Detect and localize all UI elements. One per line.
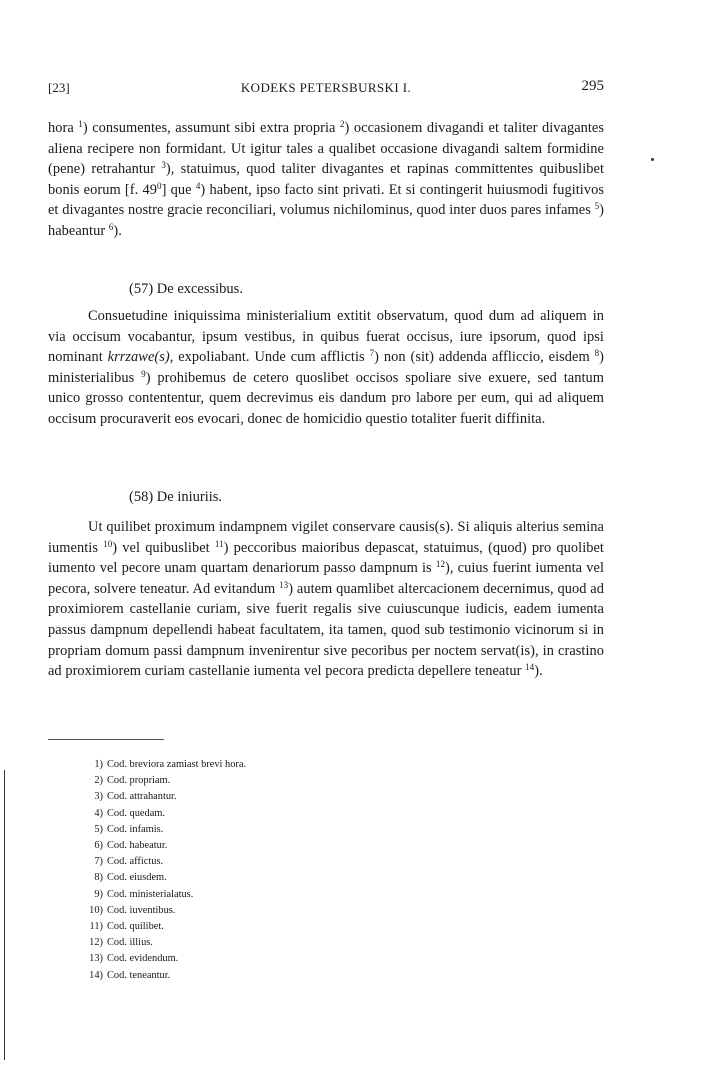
footnote: 2) Cod. propriam.: [94, 775, 171, 787]
paragraph-de-iniuriis: Ut quilibet proximum indampnem vigilet conservare causis(s). Si aliquis alterius semina iumentis $^{10}$) vel quibuslibet $^{11}$) peccoribus maioribus depascat, statuimus, (quod) pro quolibet iumento vel pecore unam quartam denariorum passo dampnum is $^{12}$), cuius fuerint iumenta vel pecora, solvere teneatur. Ad evitandum $^{13}$) autem quamlibet altercacionem decernimus, quod ad proximiorem castellanie curiam, sive fuerit regalis sive cuiuscunque iudicis, eadem iumenta passus dampnum depellendi habeat facultatem, ita tamen, quod sub testimonio vicinorum si in propriam domum passi dampnum invenirentur sive pecoribus per noctem servat(is), in crastino ad proximiorem curiam castellanie iumenta vel pecora predicta depellere teneatur $^{14}$).: [48, 519, 604, 680]
footnote: 1) Cod. breviora zamiast brevi hora.: [94, 759, 247, 770]
footnote-ref: 14: [525, 662, 535, 673]
footnote-ref: 11: [214, 538, 224, 549]
footnote: 11) Cod. quilibet.: [89, 921, 164, 933]
footnote-ref: 6: [108, 221, 114, 232]
footnote-ref: 7: [369, 348, 375, 359]
footnote: 14) Cod. teneantur.: [89, 969, 171, 981]
footnote-ref: 3: [161, 160, 166, 171]
footnotes-list: [80, 757, 380, 984]
footnote-ref: 5: [594, 201, 600, 212]
footnote-ref: 10: [103, 538, 113, 549]
section-marker: [23]: [48, 80, 70, 95]
footnote: 9) Cod. ministerialatus.: [94, 888, 194, 900]
footnote: 5) Cod. infamis.: [94, 823, 164, 835]
section-heading-58: (58) De iniuriis.: [129, 489, 223, 505]
footnote: 10) Cod. iuventibus.: [89, 904, 176, 916]
footnote: 3) Cod. attrahantur.: [94, 791, 177, 803]
running-header: [48, 78, 604, 98]
footnote: 6) Cod. habeatur.: [94, 840, 168, 852]
page-number: 295: [581, 78, 604, 94]
footnote-ref: 8: [594, 348, 600, 359]
footnote-ref: 2: [339, 119, 345, 129]
footnote-ref: 12: [435, 559, 445, 570]
running-title: KODEKS PETERSBURSKI I.: [240, 80, 412, 95]
polish-term: krrzawe(s),: [107, 349, 174, 366]
paragraph-de-excessibus: Consuetudine iniquissima ministerialium extitit observatum, quod dum ad aliquem in via occisum vocabantur, ipsum vestibus, in quibus fuerat occisus, iure ipsorum, quod ipsi nominant krrzawe(s), expoliabant. Unde cum afflictis $^7$) non (sit) addenda affliccio, eisdem $^8$) ministerialibus $^9$) prohibemus de cetero quoslibet occisos spoliare sive exuere, sed tantum unico grosso contententur, quem decrevimus eis dandum pro labore per eum, qui ad aliquem occisum procuraverit eos evocari, donec de homicidio questio totaliter fuerit diffinita.: [48, 308, 605, 427]
footnote-ref: 9: [141, 368, 146, 379]
scan-edge-line: [4, 770, 5, 1060]
footnote: 7) Cod. affictus.: [94, 856, 164, 868]
folio-degree: 0: [157, 180, 162, 191]
footnote: 12) Cod. illius.: [89, 937, 153, 949]
margin-speck: [651, 158, 654, 161]
section-heading-57: (57) De excessibus.: [129, 281, 243, 297]
footnote: 4) Cod. quedam.: [94, 807, 166, 819]
footnote-separator: [48, 739, 164, 740]
footnote-ref: 13: [279, 579, 289, 590]
footnote: 8) Cod. eiusdem.: [94, 872, 167, 884]
paragraph-continuation: hora $^1$) consumentes, assumunt sibi extra propria $^2$) occasionem divagandi et taliter divagantes aliena recipere non formidant. Ut igitur tales a qualibet occasione divagandi saltem formidine (pene) retrahantur $^3$), statuimus, quod taliter divagantes et rapinas committentes quibuslibet bonis eorum [f. $49^0$] que $^4$) habent, ipso facto sint privati. Et si contingerit huiusmodi fugitivos et divagantes nostre gracie reconciliari, volumus nichilominus, quod inter duos pares infames $^5$) habeantur $^6$).: [48, 119, 605, 239]
footnote: 13) Cod. evidendum.: [89, 953, 179, 965]
footnote-ref: 1: [78, 119, 83, 129]
footnote-ref: 4: [195, 180, 201, 191]
